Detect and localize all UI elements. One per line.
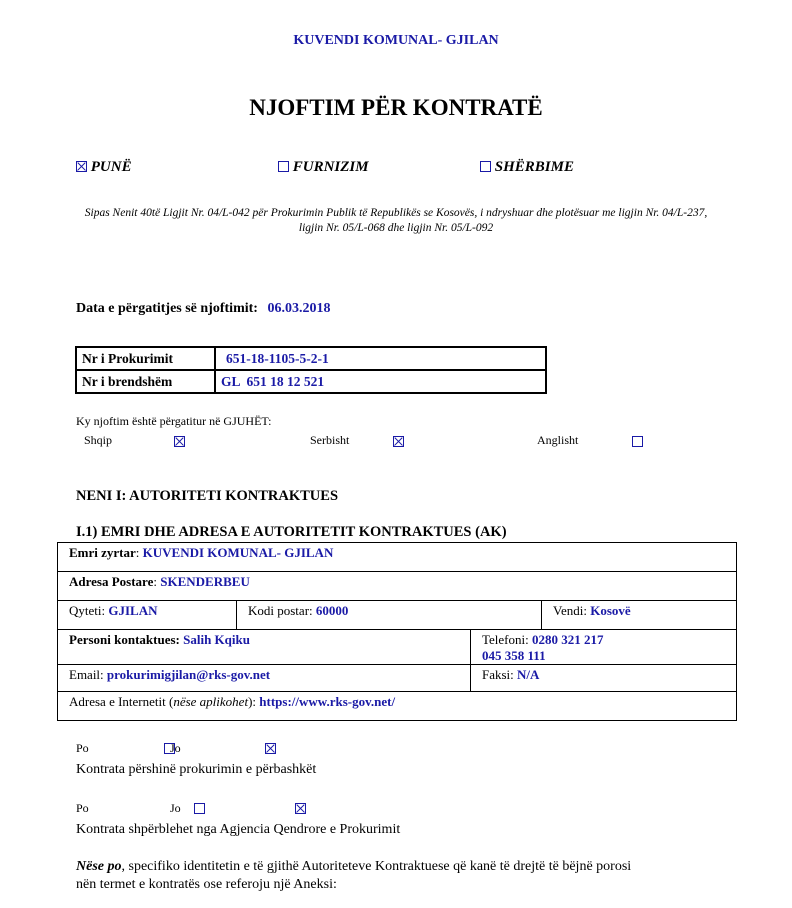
q1-no-label: Jo bbox=[170, 741, 181, 755]
internet-cell: Adresa e Internetit (nëse aplikohet): https://www.rks-gov.net/ bbox=[69, 694, 396, 709]
table-row bbox=[58, 601, 736, 630]
postal-code-label: Kodi postar: bbox=[248, 603, 313, 618]
type-furnizim-label: FURNIZIM bbox=[292, 159, 369, 175]
table-row bbox=[58, 692, 736, 720]
date-value: 06.03.2018 bbox=[267, 301, 331, 316]
section-subtitle: I.1) EMRI DHE ADRESA E AUTORITETIT KONTRAKTUES (AK) bbox=[76, 524, 507, 540]
procurement-table bbox=[75, 346, 547, 394]
fax-value: N/A bbox=[517, 667, 540, 682]
official-name-label: Emri zyrtar bbox=[69, 545, 136, 560]
date-label: Data e përgatitjes së njoftimit: bbox=[76, 301, 258, 316]
table-row bbox=[58, 543, 736, 572]
contact-cell bbox=[58, 630, 470, 664]
fax-cell bbox=[470, 665, 736, 691]
procurement-nr-value: 651-18-1105-5-2-1 bbox=[215, 347, 546, 370]
fax-label: Faksi: bbox=[482, 667, 514, 682]
q2-no-label: Jo bbox=[170, 801, 181, 815]
checkbox-anglisht[interactable] bbox=[632, 436, 643, 447]
q1-no-checkbox[interactable] bbox=[265, 743, 276, 754]
legal-basis: Sipas Nenit 40të Ligjit Nr. 04/L-042 për Prokurimin Publik të Republikës se Kosovës, i ndryshuar dhe plotësuar me ligjin Nr. 04/L-237, ligjin Nr. 05/L-068 dhe ligjin Nr. 05/L-092 bbox=[84, 207, 708, 234]
specify-paragraph bbox=[76, 858, 726, 894]
checkbox-furnizim[interactable] bbox=[278, 161, 289, 172]
table-row bbox=[58, 665, 736, 692]
procurement-nr-label: Nr i Prokurimit bbox=[76, 347, 215, 370]
lang-anglisht-label: Anglisht bbox=[537, 433, 579, 447]
q2-no-checkbox[interactable] bbox=[295, 803, 306, 814]
internal-nr-value: GL 651 18 12 521 bbox=[215, 370, 546, 393]
internal-nr-label: Nr i brendshëm bbox=[76, 370, 215, 393]
lang-shqip-label: Shqip bbox=[84, 433, 113, 447]
email-label: Email: bbox=[69, 667, 104, 682]
checkbox-shqip[interactable] bbox=[174, 436, 185, 447]
central-agency-question: Kontrata shpërblehet nga Agjencia Qendrore e Prokurimit bbox=[76, 822, 401, 837]
table-row bbox=[76, 370, 546, 393]
phone-cell bbox=[470, 630, 736, 664]
q2-yes-checkbox[interactable] bbox=[194, 803, 205, 814]
checkbox-serbisht[interactable] bbox=[393, 436, 404, 447]
q1-yes-label: Po bbox=[76, 741, 89, 755]
official-name-value: KUVENDI KOMUNAL- GJILAN bbox=[142, 545, 334, 560]
contact-label: Personi kontaktues: bbox=[69, 632, 180, 647]
postal-address-cell: Adresa Postare: SKENDERBEU bbox=[69, 574, 250, 589]
specify-text-1: , specifiko identitetin e të gjithë Autoriteteve Kontraktuese që kanë të drejtë të bëjnë porosi bbox=[121, 859, 632, 874]
lang-serbisht-label: Serbisht bbox=[310, 433, 350, 447]
official-name-cell: Emri zyrtar: KUVENDI KOMUNAL- GJILAN bbox=[69, 545, 334, 560]
type-furnizim bbox=[278, 159, 369, 176]
page-title: NJOFTIM PËR KONTRATË bbox=[249, 95, 543, 120]
languages-intro: Ky njoftim është përgatitur në GJUHËT: bbox=[76, 414, 272, 428]
phone-value-2: 045 358 111 bbox=[482, 648, 546, 663]
checkbox-sherbime[interactable] bbox=[480, 161, 491, 172]
city-cell bbox=[58, 601, 236, 629]
authority-header: KUVENDI KOMUNAL- GJILAN bbox=[293, 33, 499, 48]
section-title: NENI I: AUTORITETI KONTRAKTUES bbox=[76, 488, 339, 504]
checkbox-pune[interactable] bbox=[76, 161, 87, 172]
city-value: GJILAN bbox=[108, 603, 158, 618]
table-row bbox=[76, 347, 546, 370]
authority-details-table bbox=[57, 542, 737, 721]
preparation-date bbox=[76, 301, 330, 317]
internet-note: nëse aplikohet bbox=[173, 694, 249, 709]
postal-code-value: 60000 bbox=[315, 603, 349, 618]
country-value: Kosovë bbox=[590, 603, 631, 618]
specify-lead: Nëse po bbox=[76, 859, 122, 874]
internet-label: Adresa e Internetit bbox=[69, 694, 166, 709]
phone-value-1: 0280 321 217 bbox=[532, 632, 604, 647]
type-pune bbox=[76, 159, 132, 176]
email-cell bbox=[58, 665, 470, 691]
type-pune-label: PUNË bbox=[90, 159, 132, 175]
postal-address-label: Adresa Postare bbox=[69, 574, 154, 589]
country-label: Vendi: bbox=[553, 603, 587, 618]
type-sherbime bbox=[480, 159, 574, 176]
type-sherbime-label: SHËRBIME bbox=[494, 159, 574, 175]
country-cell bbox=[541, 601, 736, 629]
specify-text-2: nën termet e kontratës ose referoju një Aneksi: bbox=[76, 877, 337, 892]
postal-address-value: SKENDERBEU bbox=[160, 574, 250, 589]
email-value: prokurimigjilan@rks-gov.net bbox=[106, 667, 271, 682]
q2-yes-label: Po bbox=[76, 801, 89, 815]
internet-value[interactable]: https://www.rks-gov.net/ bbox=[259, 694, 396, 709]
postal-code-cell bbox=[236, 601, 541, 629]
city-label: Qyteti: bbox=[69, 603, 106, 618]
table-row bbox=[58, 630, 736, 665]
table-row bbox=[58, 572, 736, 601]
contact-value: Salih Kqiku bbox=[183, 632, 250, 647]
phone-label: Telefoni: bbox=[482, 632, 529, 647]
joint-procurement-question: Kontrata përshinë prokurimin e përbashkët bbox=[76, 762, 317, 777]
